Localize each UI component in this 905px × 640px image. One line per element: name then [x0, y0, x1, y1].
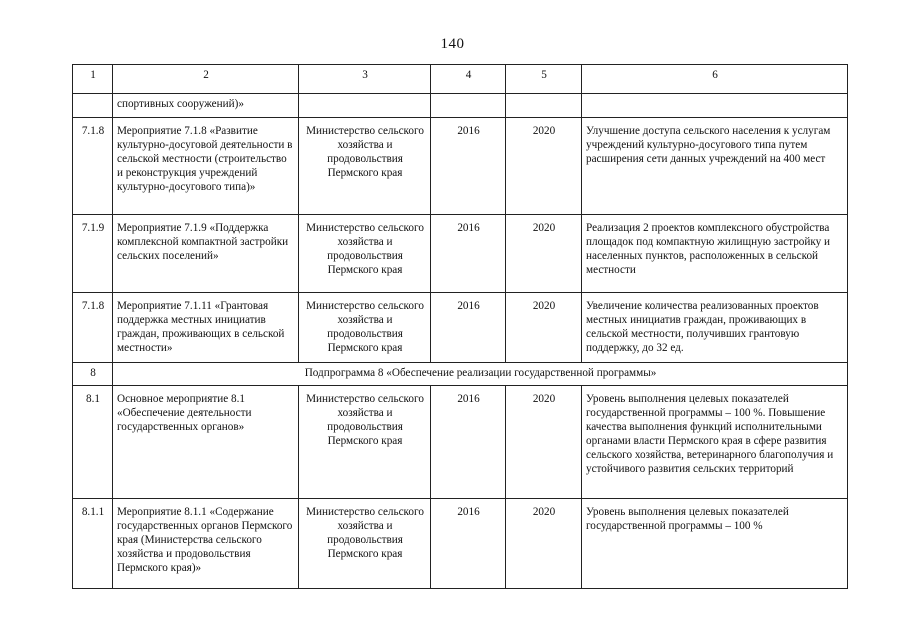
end-year-cell: 2020 [506, 386, 582, 499]
code-cell: 7.1.8 [73, 118, 113, 215]
result-cell: Увеличение количества реализованных проектов местных инициатив граждан, проживающих в сельской местности, получивших грантовую поддержку, до 32 ед. [582, 293, 848, 363]
start-year-cell: 2016 [431, 499, 506, 589]
executor-cell [299, 94, 431, 118]
continuation-row [73, 94, 848, 118]
executor-cell: Министерство сельского хозяйства и продовольствия Пермского края [299, 293, 431, 363]
column-header: 6 [582, 65, 848, 94]
code-cell [73, 94, 113, 118]
activity-name-cell: Мероприятие 8.1.1 «Содержание государственных органов Пермского края (Министерства сельского хозяйства и продовольствия Пермского края)» [113, 499, 299, 589]
code-cell: 8.1 [73, 386, 113, 499]
result-cell [582, 94, 848, 118]
table-row [73, 386, 848, 499]
start-year-cell: 2016 [431, 386, 506, 499]
page-number: 140 [440, 36, 465, 52]
column-header: 4 [431, 65, 506, 94]
result-cell: Реализация 2 проектов комплексного обустройства площадок под компактную жилищную застройку и населенных пунктов, расположенных в сельской местности [582, 215, 848, 293]
result-cell: Уровень выполнения целевых показателей государственной программы – 100 % [582, 499, 848, 589]
start-year-cell: 2016 [431, 293, 506, 363]
result-cell: Уровень выполнения целевых показателей государственной программы – 100 %. Повышение качества выполнения функций исполнительными органами власти Пермского края в сфере развития сельского хозяйства, ветеринарного благополучия и устойчивого развития сельских территорий [582, 386, 848, 499]
table-row [73, 118, 848, 215]
activity-name-cell: Мероприятие 7.1.9 «Поддержка комплексной компактной застройки сельских поселений» [113, 215, 299, 293]
executor-cell: Министерство сельского хозяйства и продовольствия Пермского края [299, 215, 431, 293]
end-year-cell: 2020 [506, 118, 582, 215]
table-row [73, 499, 848, 589]
program-table [72, 64, 848, 589]
start-year-cell [431, 94, 506, 118]
executor-cell: Министерство сельского хозяйства и продовольствия Пермского края [299, 499, 431, 589]
start-year-cell: 2016 [431, 118, 506, 215]
code-cell: 7.1.9 [73, 215, 113, 293]
executor-cell: Министерство сельского хозяйства и продовольствия Пермского края [299, 118, 431, 215]
header-row [73, 65, 848, 94]
executor-cell: Министерство сельского хозяйства и продовольствия Пермского края [299, 386, 431, 499]
column-header: 3 [299, 65, 431, 94]
code-cell: 8.1.1 [73, 499, 113, 589]
end-year-cell: 2020 [506, 293, 582, 363]
activity-name-cell: Мероприятие 7.1.11 «Грантовая поддержка местных инициатив граждан, проживающих в сельской местности» [113, 293, 299, 363]
column-header: 5 [506, 65, 582, 94]
code-cell: 7.1.8 [73, 293, 113, 363]
column-header: 2 [113, 65, 299, 94]
column-header: 1 [73, 65, 113, 94]
subprogram-section-row [73, 363, 848, 386]
section-code-cell: 8 [73, 363, 113, 386]
activity-name-cell: спортивных сооружений)» [113, 94, 299, 118]
table-row [73, 293, 848, 363]
activity-name-cell: Мероприятие 7.1.8 «Развитие культурно-досуговой деятельности в сельской местности (строительство и реконструкция учреждений культурно-досугового типа)» [113, 118, 299, 215]
start-year-cell: 2016 [431, 215, 506, 293]
activity-name-cell: Основное мероприятие 8.1 «Обеспечение деятельности государственных органов» [113, 386, 299, 499]
end-year-cell: 2020 [506, 215, 582, 293]
end-year-cell [506, 94, 582, 118]
section-title-cell: Подпрограмма 8 «Обеспечение реализации государственной программы» [113, 363, 848, 386]
table-row [73, 215, 848, 293]
end-year-cell: 2020 [506, 499, 582, 589]
result-cell: Улучшение доступа сельского населения к услугам учреждений культурно-досугового типа путем расширения сети данных учреждений на 400 мест [582, 118, 848, 215]
